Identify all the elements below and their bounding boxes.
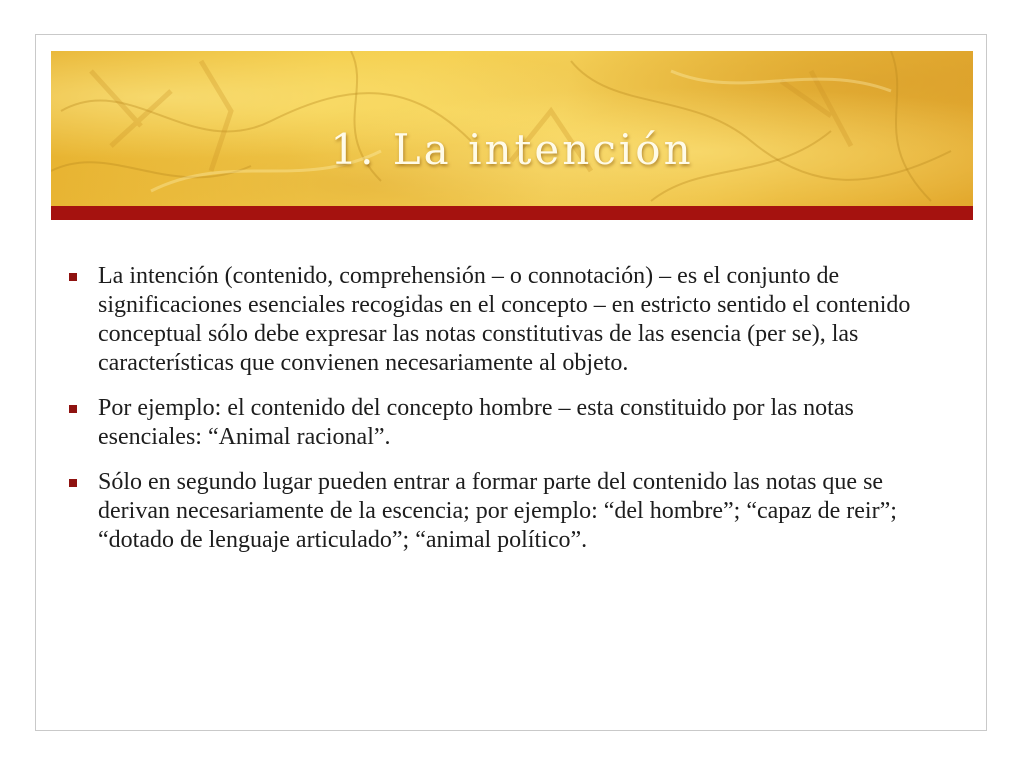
bullet-text: Por ejemplo: el contenido del concepto hombre – esta constituido por las notas esenciales: “Animal racional”. <box>98 395 854 450</box>
list-item <box>66 468 946 555</box>
bullet-text: Sólo en segundo lugar pueden entrar a formar parte del contenido las notas que se derivan necesariamente de la escencia; por ejemplo: “del hombre”; “capaz de reir”; “dotado de lenguaje articulado”; “animal político”. <box>98 469 897 553</box>
slide-title: 1. La intención <box>330 125 694 174</box>
title-banner <box>51 51 973 206</box>
title-underline-bar <box>51 206 973 220</box>
square-bullet-icon <box>69 273 77 281</box>
list-item <box>66 394 946 452</box>
slide <box>35 34 987 731</box>
square-bullet-icon <box>69 479 77 487</box>
bullet-text: La intención (contenido, comprehensión – o connotación) – es el conjunto de significaciones esenciales recogidas en el concepto – en estricto sentido el contenido conceptual sólo debe expresar las notas constitutivas de las esencia (per se), las características que convienen necesariamente al objeto. <box>98 263 911 376</box>
square-bullet-icon <box>69 405 77 413</box>
list-item <box>66 262 946 378</box>
bullet-list <box>66 262 946 571</box>
